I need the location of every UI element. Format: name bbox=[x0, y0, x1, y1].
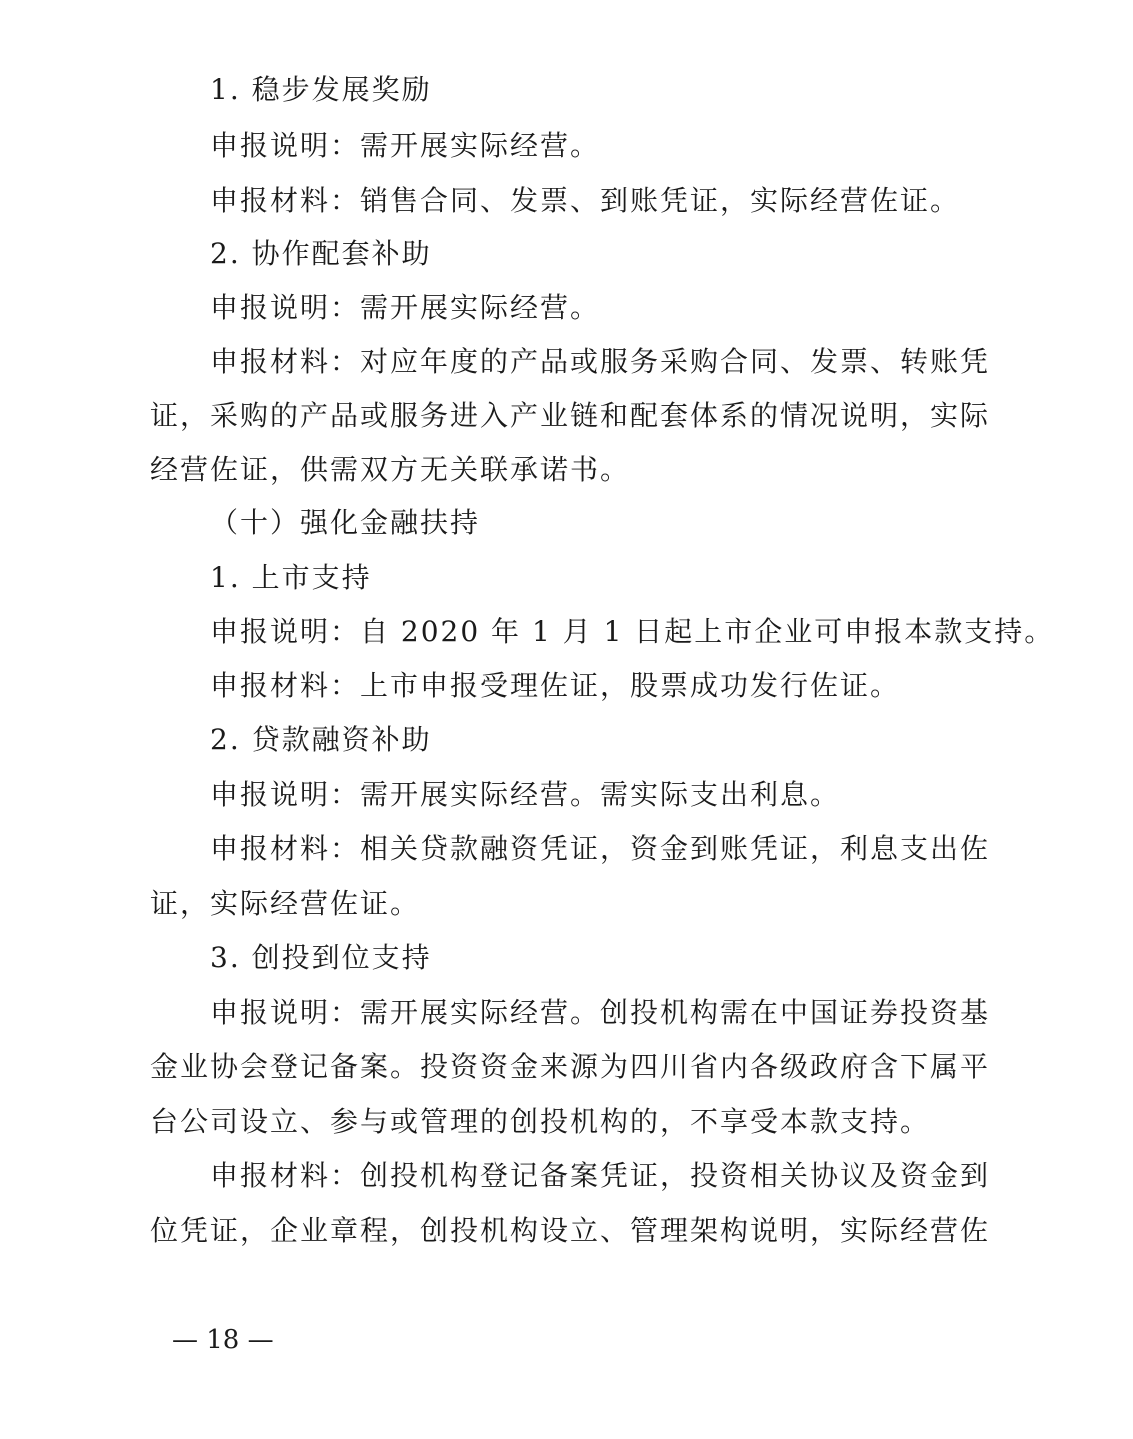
item-heading: 1. 稳步发展奖励 bbox=[210, 73, 432, 106]
paragraph-line: 申报说明：需开展实际经营。 bbox=[210, 291, 601, 324]
paragraph-line: 经营佐证，供需双方无关联承诺书。 bbox=[150, 453, 631, 486]
page-number: — 18 — bbox=[172, 1325, 274, 1355]
paragraph-line: 证，实际经营佐证。 bbox=[150, 887, 421, 920]
paragraph-line: 申报材料：销售合同、发票、到账凭证，实际经营佐证。 bbox=[210, 184, 961, 217]
paragraph-line: 申报说明：需开展实际经营。创投机构需在中国证券投资基 bbox=[210, 996, 991, 1029]
section-heading: （十）强化金融扶持 bbox=[210, 506, 481, 539]
paragraph-line: 台公司设立、参与或管理的创投机构的，不享受本款支持。 bbox=[150, 1105, 931, 1138]
paragraph-line: 证，采购的产品或服务进入产业链和配套体系的情况说明，实际 bbox=[150, 399, 991, 432]
item-heading: 2. 协作配套补助 bbox=[210, 237, 432, 270]
item-heading: 3. 创投到位支持 bbox=[210, 941, 432, 974]
paragraph-line: 申报说明：需开展实际经营。需实际支出利息。 bbox=[210, 778, 841, 811]
paragraph-line: 申报材料：上市申报受理佐证，股票成功发行佐证。 bbox=[210, 669, 901, 702]
paragraph-line: 位凭证，企业章程，创投机构设立、管理架构说明，实际经营佐 bbox=[150, 1214, 991, 1247]
paragraph-line: 申报材料：对应年度的产品或服务采购合同、发票、转账凭 bbox=[210, 345, 991, 378]
paragraph-line: 申报说明：需开展实际经营。 bbox=[210, 129, 601, 162]
paragraph-line: 申报材料：相关贷款融资凭证，资金到账凭证，利息支出佐 bbox=[210, 832, 991, 865]
paragraph-line: 申报说明：自 2020 年 1 月 1 日起上市企业可申报本款支持。 bbox=[210, 615, 1055, 648]
paragraph-line: 申报材料：创投机构登记备案凭证，投资相关协议及资金到 bbox=[210, 1159, 991, 1192]
item-heading: 1. 上市支持 bbox=[210, 561, 372, 594]
paragraph-line: 金业协会登记备案。投资资金来源为四川省内各级政府含下属平 bbox=[150, 1050, 991, 1083]
item-heading: 2. 贷款融资补助 bbox=[210, 723, 432, 756]
